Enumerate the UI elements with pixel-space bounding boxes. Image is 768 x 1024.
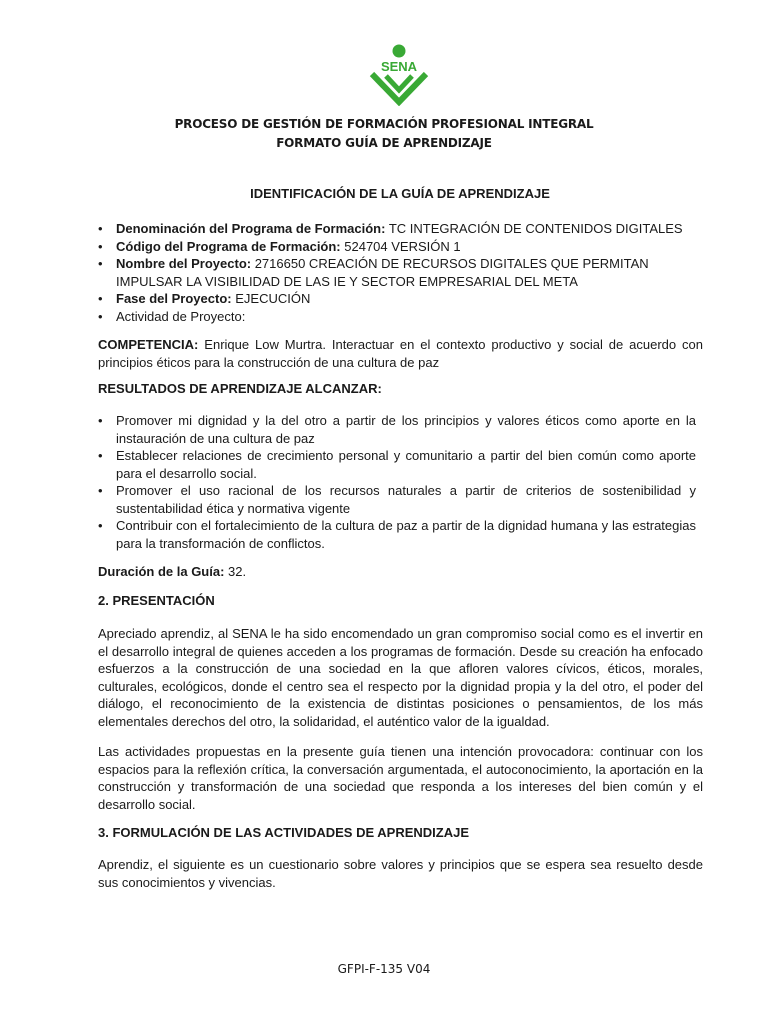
list-item: • Actividad de Proyecto: bbox=[98, 308, 708, 326]
list-item: • Denominación del Programa de Formación: TC INTEGRACIÓN DE CONTENIDOS DIGITALES bbox=[98, 220, 708, 238]
logo-text: SENA bbox=[380, 59, 418, 74]
list-item: • Contribuir con el fortalecimiento de la cultura de paz a partir de la dignidad humana y las estrategias para la transformación de conflictos. bbox=[98, 517, 696, 552]
process-title: PROCESO DE GESTIÓN DE FORMACIÓN PROFESIONAL INTEGRAL bbox=[174, 117, 594, 131]
footer-code: GFPI-F-135 V04 bbox=[337, 962, 431, 976]
presentacion-title: 2. PRESENTACIÓN bbox=[98, 593, 215, 608]
formulacion-title: 3. FORMULACIÓN DE LAS ACTIVIDADES DE APRENDIZAJE bbox=[98, 825, 470, 840]
competencia-paragraph: COMPETENCIA: Enrique Low Murtra. Interactuar en el contexto productivo y social de acuerdo con principios éticos para la construcción de una cultura de paz bbox=[98, 337, 703, 370]
resultados-list bbox=[98, 412, 696, 552]
duracion-line: Duración de la Guía: 32. bbox=[98, 564, 247, 579]
formulacion-paragraph: Aprendiz, el siguiente es un cuestionario sobre valores y principios que se espera sea resuelto desde sus conocimientos y vivencias. bbox=[98, 857, 703, 890]
identification-list bbox=[98, 220, 708, 325]
list-item: • Código del Programa de Formación: 524704 VERSIÓN 1 bbox=[98, 238, 708, 256]
presentacion-paragraph-2: Las actividades propuestas en la presente guía tienen una intención provocadora: continuar con los espacios para la reflexión crítica, la conversación argumentada, el autoconocimiento, la aportación en la construcción y transformación de una sociedad que responda a los intereses del bien común y el desarrollo social. bbox=[98, 744, 703, 812]
sena-logo bbox=[366, 44, 432, 106]
format-title: FORMATO GUÍA DE APRENDIZAJE bbox=[276, 136, 492, 150]
list-item: • Promover el uso racional de los recursos naturales a partir de criterios de sostenibilidad y sustentabilidad ética y normativa vigente bbox=[98, 482, 696, 517]
list-item: • Promover mi dignidad y la del otro a partir de los principios y valores éticos como aporte en la instauración de una cultura de paz bbox=[98, 412, 696, 447]
list-item: • Nombre del Proyecto: 2716650 CREACIÓN DE RECURSOS DIGITALES QUE PERMITAN IMPULSAR LA VISIBILIDAD DE LAS IE Y SECTOR EMPRESARIAL DEL META bbox=[98, 255, 708, 290]
presentacion-paragraph-1: Apreciado aprendiz, al SENA le ha sido encomendado un gran compromiso social como es el invertir en el desarrollo integral de quienes acceden a los programas de formación. Desde su creación ha enfocado esfuerzos a la construcción de una sociedad en la que afloren valores cívicos, éticos, morales, culturales, ecológicos, donde el centro sea el respecto por la dignidad propia y la del otro, el poder del diálogo, el reconocimiento de la existencia de distintas posiciones o pensamientos, de los más elementales derechos del otro, la solidaridad, el auténtico valor de la igualdad. bbox=[98, 626, 703, 729]
list-item: • Fase del Proyecto: EJECUCIÓN bbox=[98, 290, 708, 308]
identification-title: IDENTIFICACIÓN DE LA GUÍA DE APRENDIZAJE bbox=[250, 186, 550, 201]
list-item: • Establecer relaciones de crecimiento personal y comunitario a partir del bien común como aporte para el desarrollo social. bbox=[98, 447, 696, 482]
resultados-title: RESULTADOS DE APRENDIZAJE ALCANZAR: bbox=[98, 381, 382, 396]
